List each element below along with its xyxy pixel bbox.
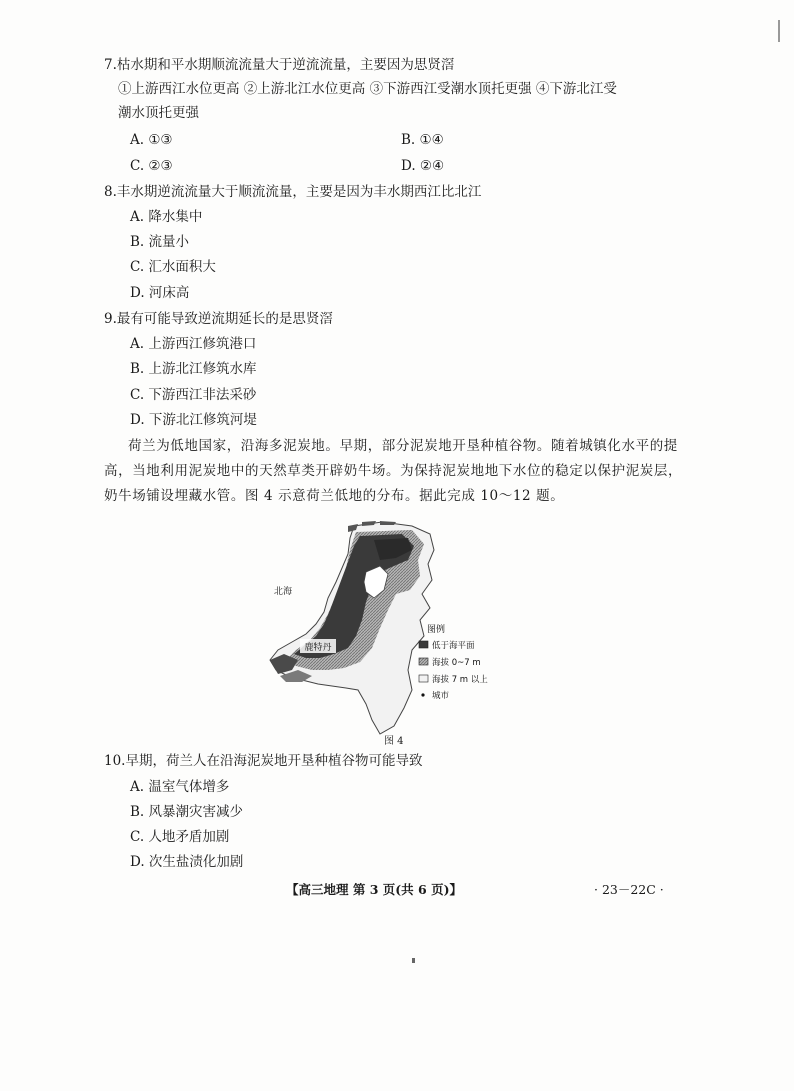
q8-option-a: A. 降水集中	[130, 209, 203, 225]
q10-option-d: D. 次生盐渍化加剧	[130, 854, 244, 870]
q7-statements-line2: 潮水顶托更强	[118, 105, 199, 121]
page-footer-code: · 23－22C ·	[594, 882, 664, 897]
q8-stem: 8.丰水期逆流流量大于顺流流量，主要是因为丰水期西江比北江	[104, 184, 482, 200]
passage-line-1: 荷兰为低地国家，沿海多泥炭地。早期，部分泥炭地开垦种植谷物。随着城镇化水平的提	[128, 438, 678, 454]
legend-title: 图例	[427, 625, 446, 635]
q9-option-b: B. 上游北江修筑水库	[130, 361, 257, 377]
legend-swatch-below	[419, 641, 428, 648]
q8-option-d: D. 河床高	[130, 285, 190, 301]
legend-label-high: 海拔 7 m 以上	[432, 675, 488, 685]
q7-stem: 7.枯水期和平水期顺流流量大于逆流流量，主要因为思贤滘	[104, 57, 455, 73]
q10-option-c: C. 人地矛盾加剧	[130, 829, 230, 845]
map-city-label: 鹿特丹	[304, 643, 332, 653]
legend-swatch-high	[419, 675, 428, 682]
q7-option-a: A. ①③	[130, 132, 173, 148]
q9-option-a: A. 上游西江修筑港口	[130, 336, 257, 352]
q10-option-a: A. 温室气体增多	[130, 779, 230, 795]
q7-statements-line1: ①上游西江水位更高 ②上游北江水位更高 ③下游西江受潮水顶托更强 ④下游北江受	[118, 81, 617, 97]
legend-swatch-mid	[419, 658, 428, 665]
scan-speck	[412, 958, 415, 963]
map-island	[380, 521, 396, 525]
q9-option-c: C. 下游西江非法采砂	[130, 387, 257, 403]
map-sea-label: 北海	[274, 587, 293, 597]
q9-stem: 9.最有可能导致逆流期延长的是思贤滘	[104, 311, 333, 327]
q10-stem: 10.早期，荷兰人在沿海泥炭地开垦种植谷物可能导致	[104, 753, 423, 769]
passage-line-3: 奶牛场铺设埋藏水管。图 4 示意荷兰低地的分布。据此完成 10～12 题。	[104, 488, 565, 504]
q7-option-d: D. ②④	[401, 158, 445, 174]
q10-option-b: B. 风暴潮灾害减少	[130, 804, 244, 820]
q9-option-d: D. 下游北江修筑河堤	[130, 412, 257, 428]
legend-label-below: 低于海平面	[432, 641, 475, 651]
legend-label-city: 城市	[432, 691, 450, 701]
q8-option-c: C. 汇水面积大	[130, 259, 216, 275]
q7-option-b: B. ①④	[401, 132, 444, 148]
legend-city-dot	[421, 693, 424, 696]
netherlands-lowland-map	[262, 520, 522, 752]
figure-caption: 图 4	[384, 736, 404, 747]
q7-option-c: C. ②③	[130, 158, 173, 174]
scan-edge-mark	[778, 20, 780, 42]
passage-line-2: 高，当地利用泥炭地中的天然草类开辟奶牛场。为保持泥炭地地下水位的稳定以保护泥炭层，	[104, 463, 683, 479]
q8-option-b: B. 流量小	[130, 234, 190, 250]
legend-label-mid: 海拔 0~7 m	[432, 658, 481, 668]
page-footer-title: 【高三地理 第 3 页(共 6 页)】	[286, 882, 462, 897]
